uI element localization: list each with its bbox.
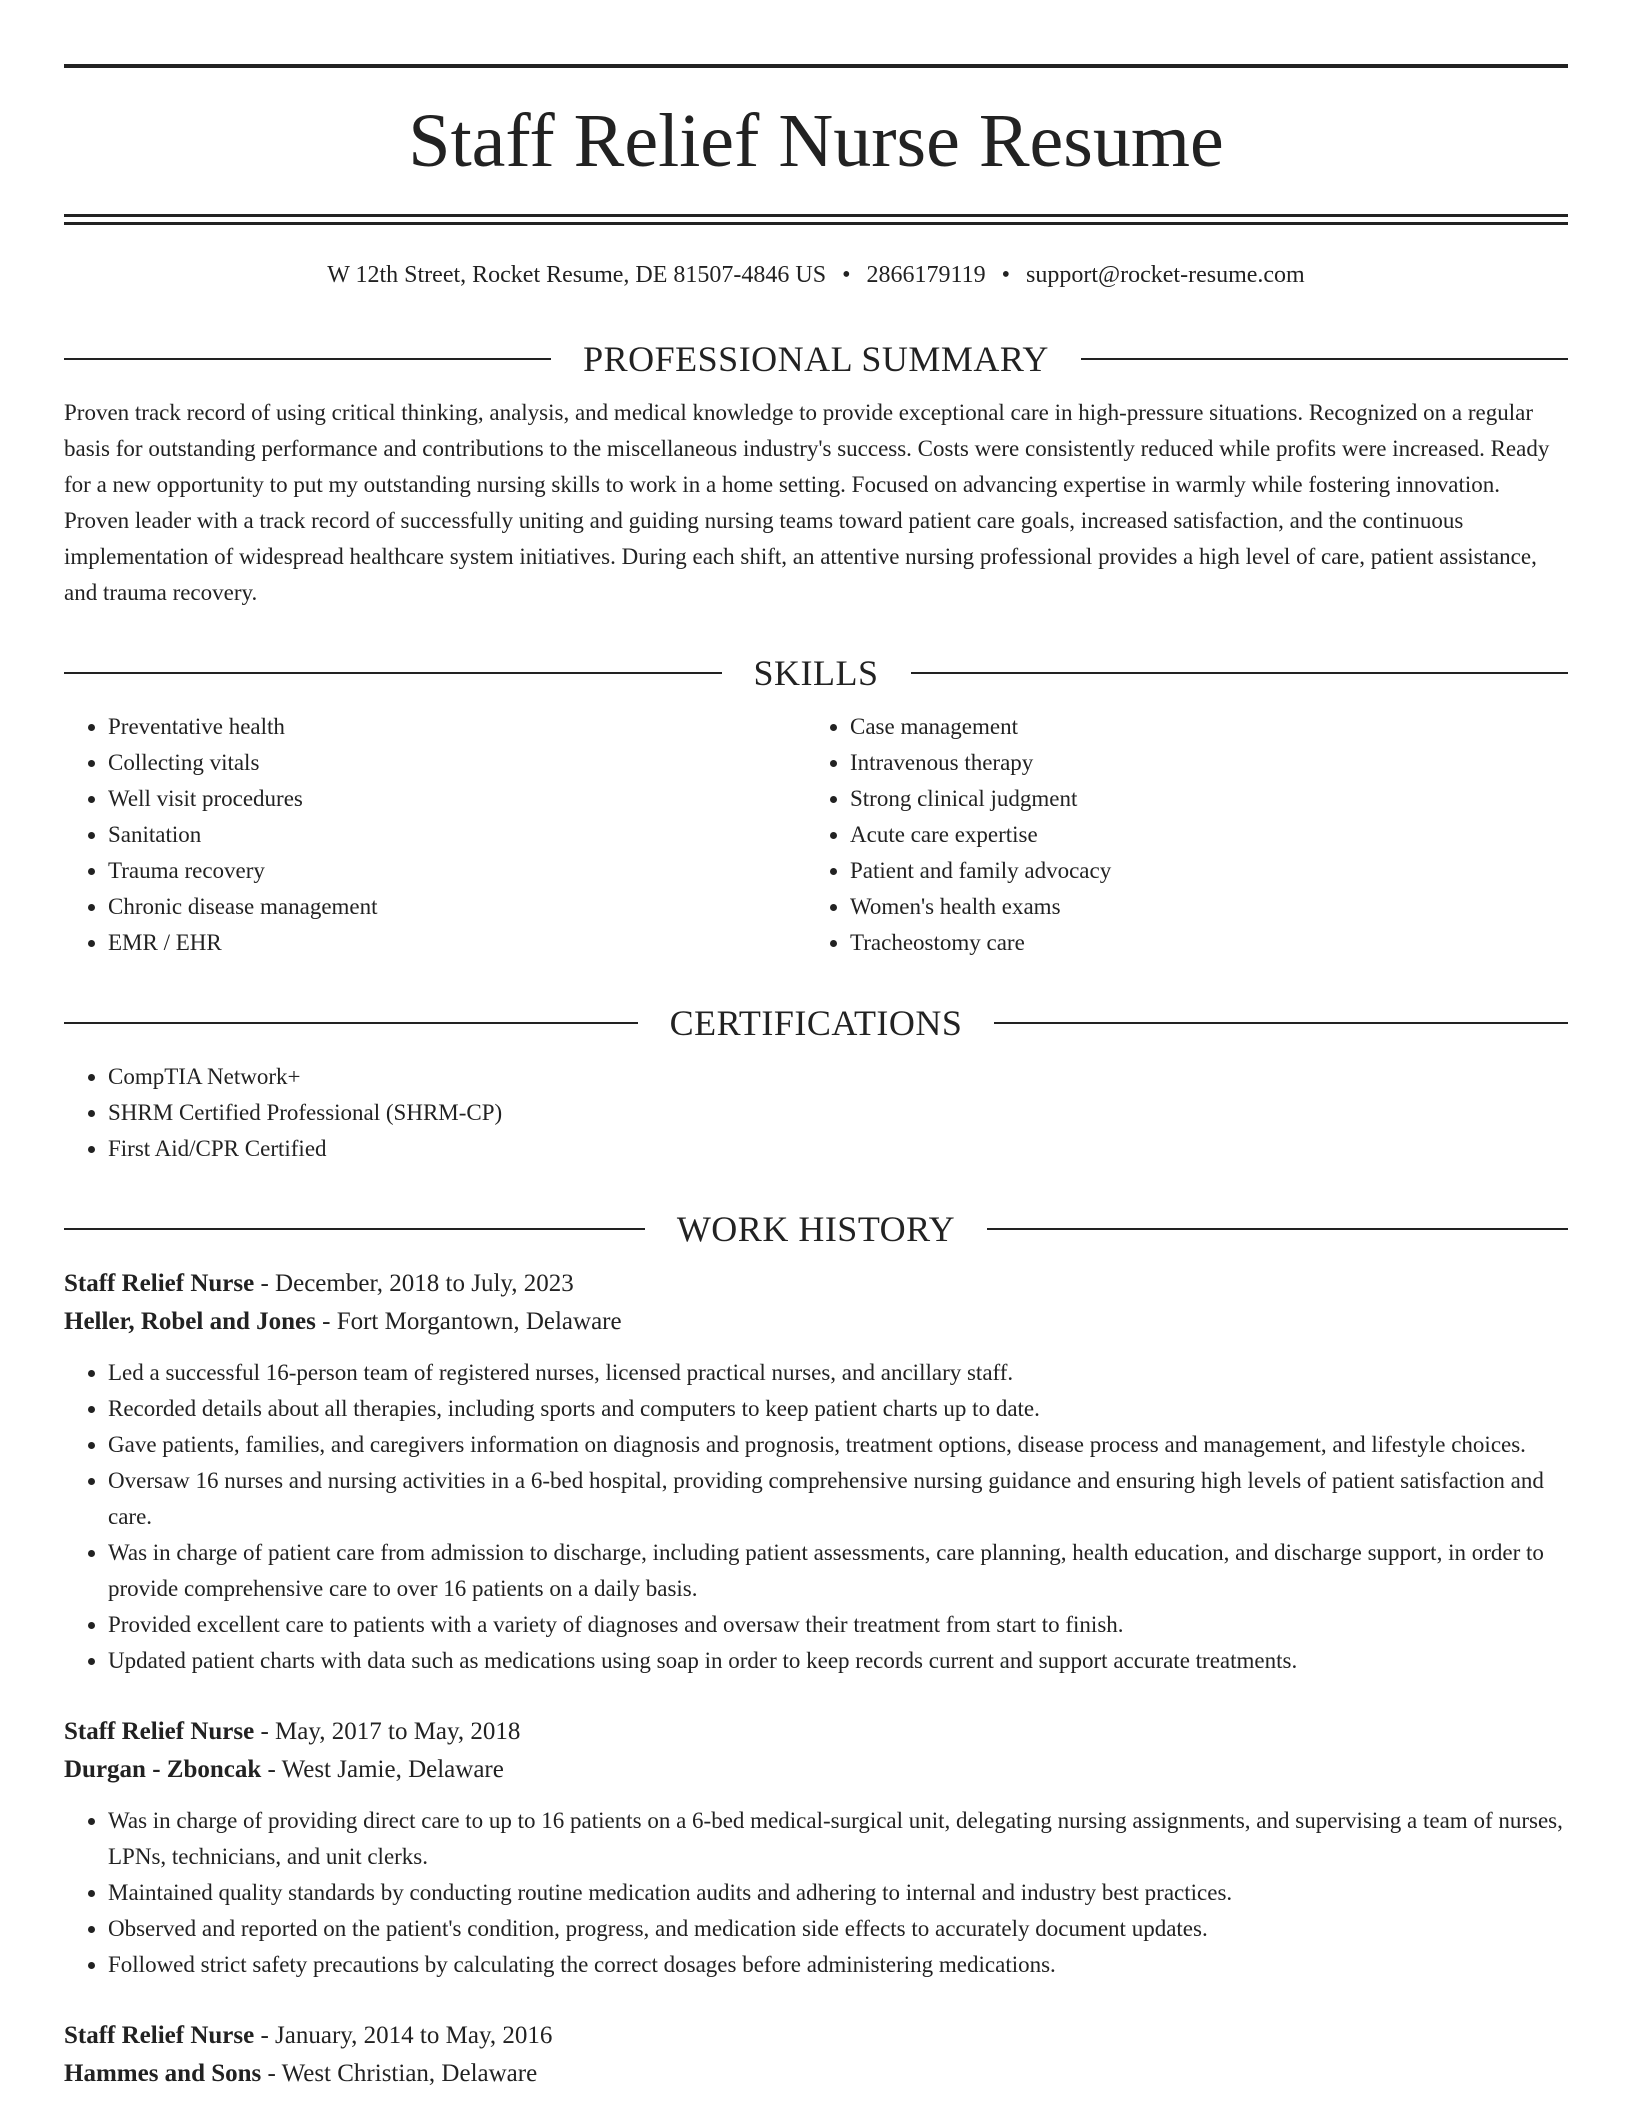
job-bullet: • Observed and reported on the patient's condition, progress, and medication side effects to accurately document updates. (108, 1911, 1568, 1947)
summary-text: Proven track record of using critical thinking, analysis, and medical knowledge to provide exceptional care in high-pressure situations. Recognized on a regular basis for outstanding performance and contributions to the miscellaneous industry's success. Costs were consistently reduced while profits were increased. Ready for a new opportunity to put my outstanding nursing skills to work in a home setting. Focused on advancing expertise in warmly while fostering innovation. Proven leader with a track record of successfully uniting and guiding nursing teams toward patient care goals, increased satisfaction, and the continuous implementation of widespread healthcare system initiatives. During each shift, an attentive nursing professional provides a high level of care, patient assistance, and trauma recovery. (64, 400, 1550, 605)
section-heading-work (64, 1209, 1568, 1249)
skills-heading: SKILLS (753, 653, 879, 693)
job-bullet: • Was in charge of providing direct care to up to 16 patients on a 6-bed medical-surgical unit, delegating nursing assignments, and supervising a team of nurses, LPNs, technicians, and unit clerks. (108, 1803, 1568, 1875)
job-dates: - January, 2014 to May, 2016 (254, 2022, 553, 2049)
section-heading-summary (64, 339, 1568, 379)
job-title: Staff Relief Nurse (64, 1718, 255, 1745)
skill-item: • Intravenous therapy (850, 745, 1548, 781)
job-title: Staff Relief Nurse (64, 1270, 255, 1297)
job-title-line (64, 1713, 1568, 1751)
job-dates: - May, 2017 to May, 2018 (254, 1718, 521, 1745)
section-heading-certifications (64, 1003, 1568, 1043)
skill-item: • Well visit procedures (108, 781, 806, 817)
address: W 12th Street, Rocket Resume, DE 81507-4846 US (327, 262, 827, 288)
skill-item: • Strong clinical judgment (850, 781, 1548, 817)
job-bullet: • Maintained quality standards by conducting routine medication audits and adhering to internal and industry best practices. (108, 1875, 1568, 1911)
job-bullet: • Oversaw 16 nurses and nursing activities in a 6-bed hospital, providing comprehensive nursing guidance and ensuring high levels of patient satisfaction and care. (108, 1463, 1568, 1535)
job-location: - Fort Morgantown, Delaware (315, 1308, 622, 1335)
skill-item: • Collecting vitals (108, 745, 806, 781)
heading-rule (64, 1228, 645, 1230)
job-title-line (64, 2017, 1568, 2055)
certification-item: • CompTIA Network+ (108, 1059, 1568, 1095)
page-title: Staff Relief Nurse Resume (408, 99, 1224, 183)
job-company-line (64, 1751, 1568, 1789)
email: support@rocket-resume.com (1026, 262, 1305, 288)
job-bullet: • Provided excellent care to patients with a variety of diagnoses and oversaw their treatment from start to finish. (108, 1607, 1568, 1643)
skill-item: • Patient and family advocacy (850, 853, 1548, 889)
job-company-line (64, 2055, 1568, 2093)
top-rule (64, 64, 1568, 68)
heading-rule (64, 1022, 638, 1024)
skill-item: • Tracheostomy care (850, 925, 1548, 961)
skill-item: • Acute care expertise (850, 817, 1548, 853)
job-bullets (64, 1803, 1568, 1983)
certification-item: • First Aid/CPR Certified (108, 1131, 1568, 1167)
skills-column-left (64, 709, 806, 961)
job-company: Hammes and Sons (64, 2060, 262, 2087)
certifications-list (64, 1059, 1568, 1167)
heading-rule (64, 672, 722, 674)
job-bullet: • Recorded details about all therapies, including sports and computers to keep patient charts up to date. (108, 1391, 1568, 1427)
heading-rule (987, 1228, 1568, 1230)
skill-item: • Women's health exams (850, 889, 1548, 925)
job-title-line (64, 1265, 1568, 1303)
skill-item: • Trauma recovery (108, 853, 806, 889)
contact-line (64, 259, 1568, 291)
job-entry (64, 2017, 1568, 2093)
skill-item: • Sanitation (108, 817, 806, 853)
certification-item: • SHRM Certified Professional (SHRM-CP) (108, 1095, 1568, 1131)
skill-item: • Case management (850, 709, 1548, 745)
heading-rule (911, 672, 1569, 674)
work-heading: WORK HISTORY (676, 1209, 956, 1249)
heading-rule (64, 358, 551, 360)
certifications-heading: CERTIFICATIONS (669, 1003, 963, 1043)
bullet-separator: • (1001, 262, 1011, 288)
job-company: Heller, Robel and Jones (64, 1308, 316, 1335)
skill-item: • EMR / EHR (108, 925, 806, 961)
job-entry (64, 1713, 1568, 1983)
job-dates: - December, 2018 to July, 2023 (254, 1270, 574, 1297)
heading-rule (1081, 358, 1568, 360)
skills-column-right (806, 709, 1548, 961)
skills-list (64, 709, 1568, 961)
bullet-separator: • (842, 262, 851, 288)
title-double-rule (64, 214, 1568, 225)
section-heading-skills (64, 653, 1568, 693)
heading-rule (994, 1022, 1568, 1024)
skill-item: • Chronic disease management (108, 889, 806, 925)
job-company: Durgan - Zboncak (64, 1756, 262, 1783)
job-bullet: • Followed strict safety precautions by calculating the correct dosages before administering medications. (108, 1947, 1568, 1983)
job-company-line (64, 1303, 1568, 1341)
job-bullet: • Gave patients, families, and caregivers information on diagnosis and prognosis, treatment options, disease process and management, and lifestyle choices. (108, 1427, 1568, 1463)
job-bullets (64, 1355, 1568, 1679)
skill-item: • Preventative health (108, 709, 806, 745)
job-bullet: • Was in charge of patient care from admission to discharge, including patient assessments, care planning, health education, and discharge support, in order to provide comprehensive care to over 16 patients on a daily basis. (108, 1535, 1568, 1607)
job-location: - West Christian, Delaware (261, 2060, 538, 2087)
job-bullet: • Updated patient charts with data such as medications using soap in order to keep records current and support accurate treatments. (108, 1643, 1568, 1679)
job-entry (64, 1265, 1568, 1679)
resume-page (64, 64, 1568, 2127)
job-bullet: • Led a successful 16-person team of registered nurses, licensed practical nurses, and ancillary staff. (108, 1355, 1568, 1391)
job-title: Staff Relief Nurse (64, 2022, 255, 2049)
summary-heading: PROFESSIONAL SUMMARY (583, 339, 1049, 379)
phone: 2866179119 (866, 262, 986, 288)
job-location: - West Jamie, Delaware (261, 1756, 504, 1783)
